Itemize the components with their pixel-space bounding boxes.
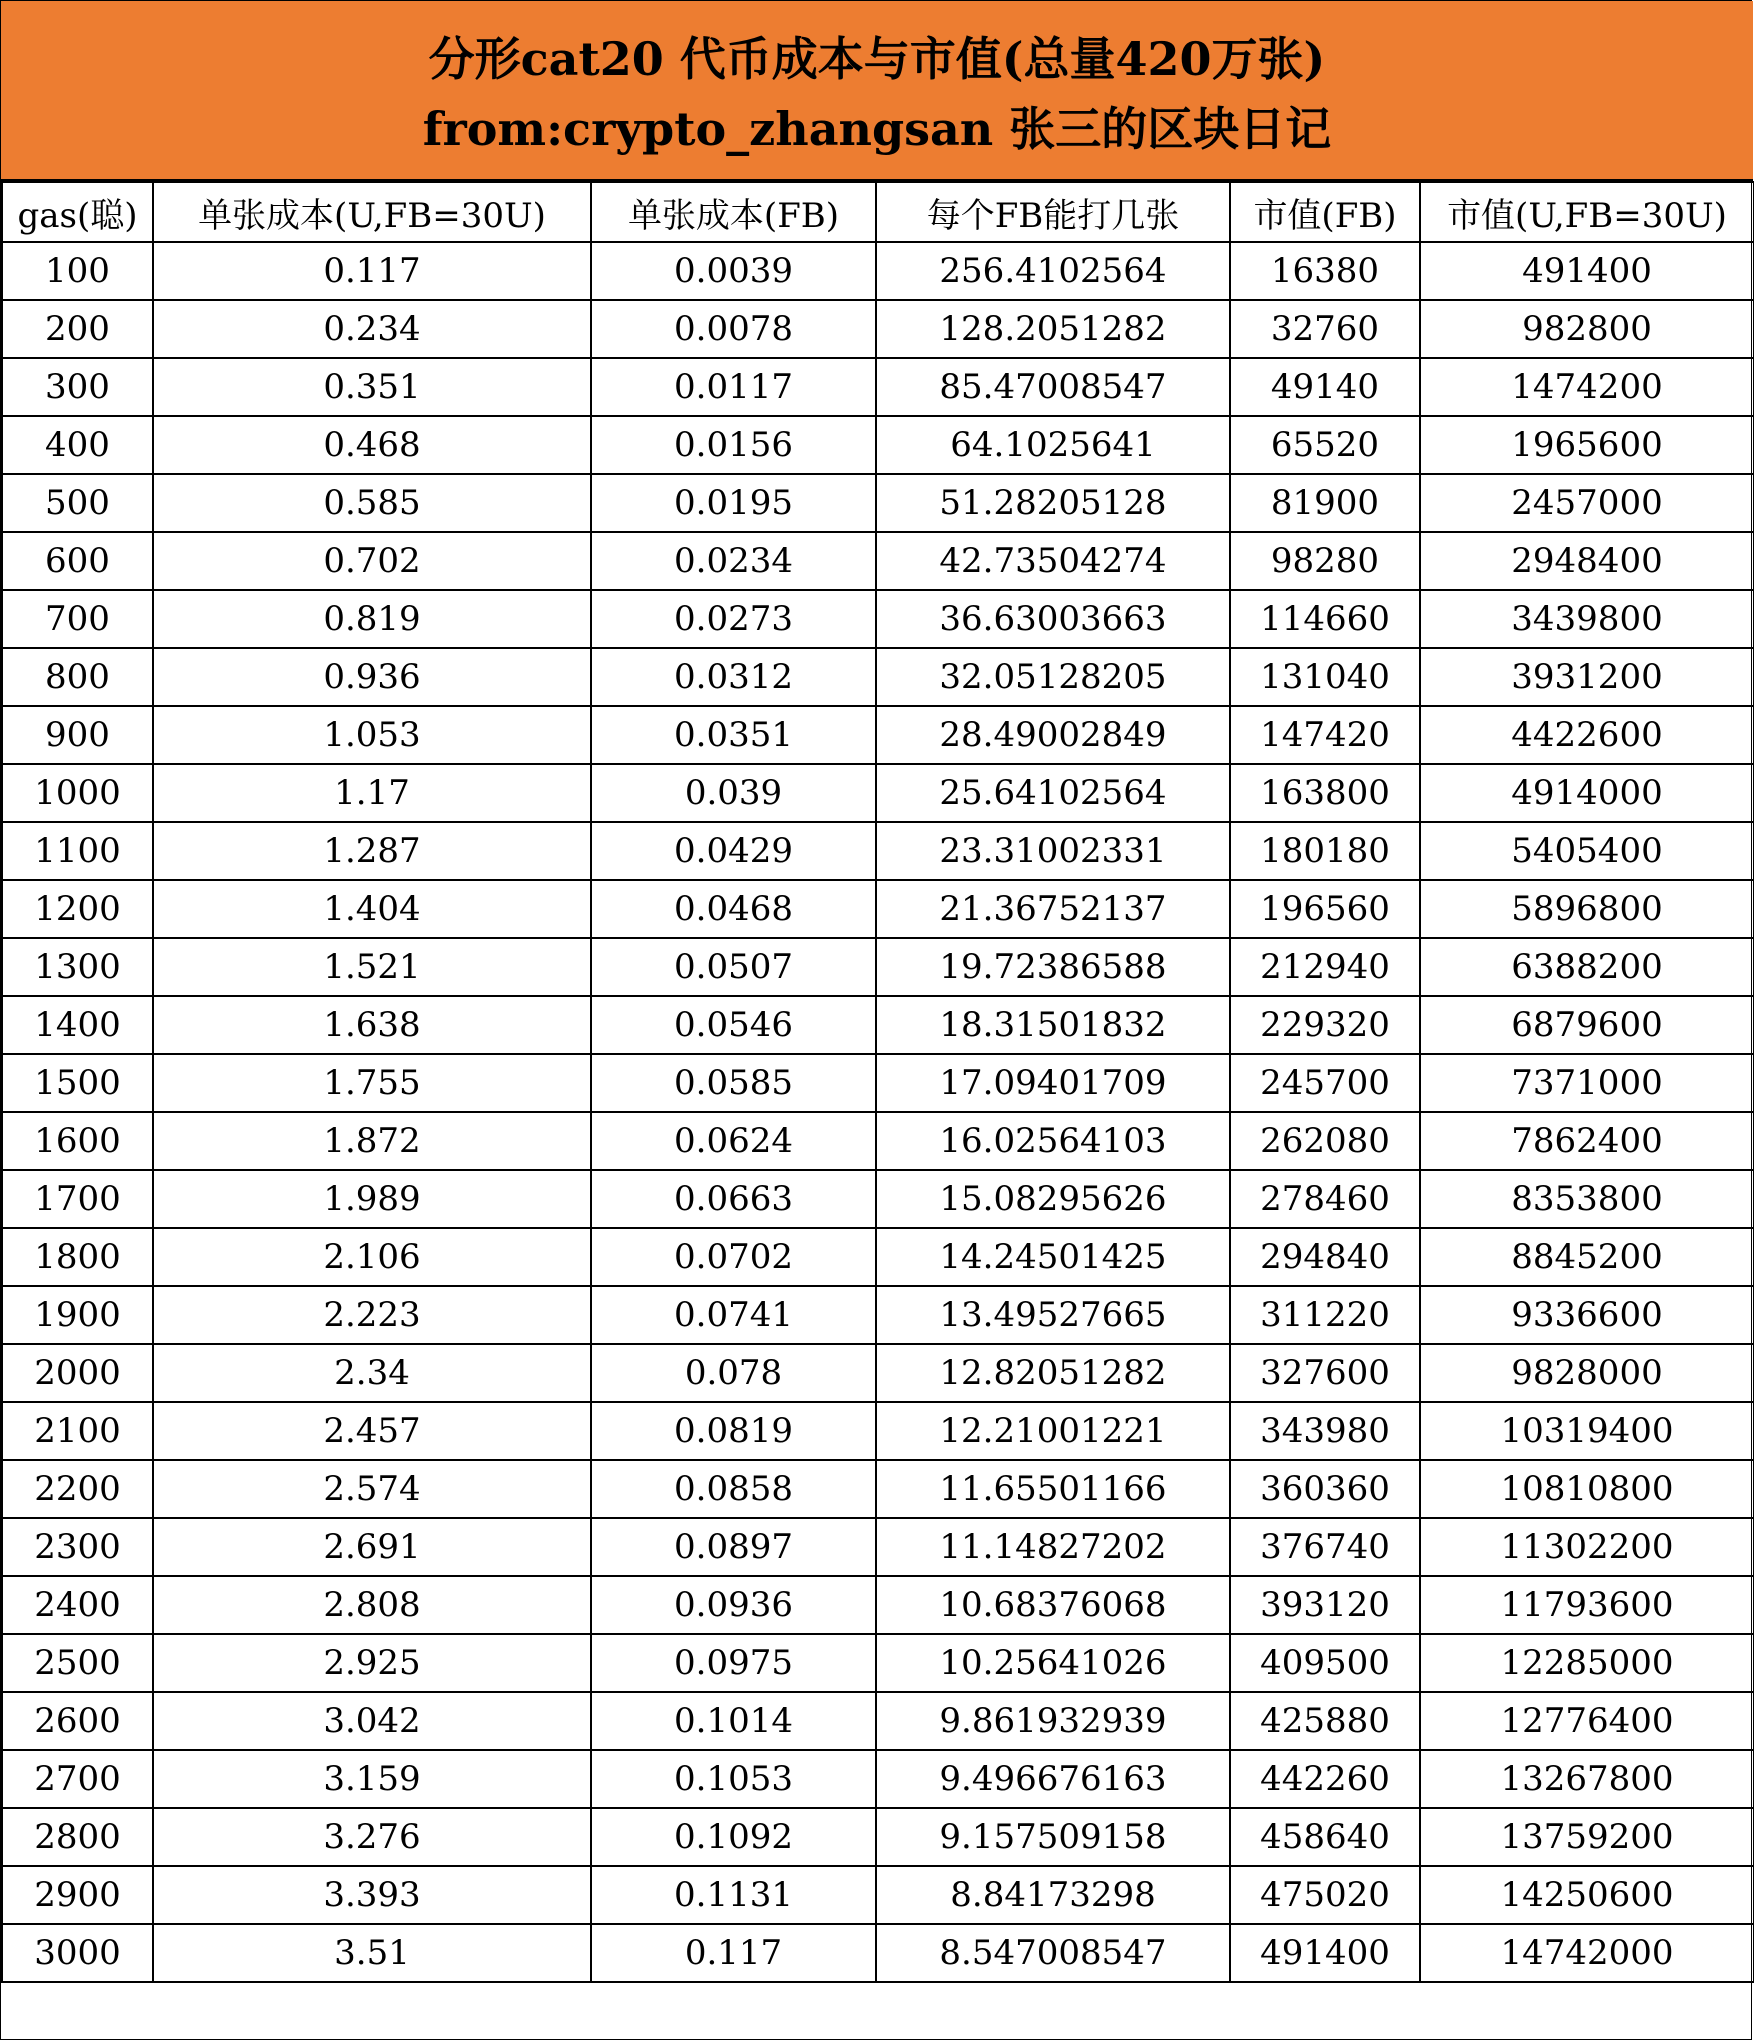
cell-market-cap-fb: 425880 (1230, 1692, 1420, 1750)
header-market-cap-usd: 市值(U,FB=30U) (1420, 182, 1754, 242)
cell-unit-cost-fb: 0.0039 (591, 242, 876, 300)
cell-market-cap-usd: 5896800 (1420, 880, 1754, 938)
header-mints-per-fb: 每个FB能打几张 (876, 182, 1230, 242)
cell-market-cap-usd: 10319400 (1420, 1402, 1754, 1460)
header-market-cap-fb: 市值(FB) (1230, 182, 1420, 242)
title-line-1: 分形cat20 代币成本与市值(总量420万张) (428, 32, 1326, 86)
cell-market-cap-usd: 3439800 (1420, 590, 1754, 648)
cell-unit-cost-fb: 0.0897 (591, 1518, 876, 1576)
cell-unit-cost-fb: 0.0429 (591, 822, 876, 880)
cell-gas: 300 (2, 358, 153, 416)
table-row (2, 1054, 1754, 1112)
cell-gas: 2200 (2, 1460, 153, 1518)
cell-mints-per-fb: 19.72386588 (876, 938, 1230, 996)
cell-mints-per-fb: 42.73504274 (876, 532, 1230, 590)
cell-mints-per-fb: 64.1025641 (876, 416, 1230, 474)
cell-market-cap-usd: 14742000 (1420, 1924, 1754, 1982)
cell-gas: 1800 (2, 1228, 153, 1286)
cell-market-cap-fb: 376740 (1230, 1518, 1420, 1576)
cell-gas: 1700 (2, 1170, 153, 1228)
cell-market-cap-usd: 1965600 (1420, 416, 1754, 474)
table-row (2, 532, 1754, 590)
cell-market-cap-fb: 475020 (1230, 1866, 1420, 1924)
cell-gas: 1400 (2, 996, 153, 1054)
cell-gas: 1100 (2, 822, 153, 880)
table-row (2, 1460, 1754, 1518)
cell-market-cap-usd: 12285000 (1420, 1634, 1754, 1692)
cell-gas: 2600 (2, 1692, 153, 1750)
cell-market-cap-fb: 229320 (1230, 996, 1420, 1054)
cell-market-cap-usd: 11302200 (1420, 1518, 1754, 1576)
cell-mints-per-fb: 9.157509158 (876, 1808, 1230, 1866)
cell-unit-cost-usd: 2.223 (153, 1286, 591, 1344)
cell-market-cap-usd: 10810800 (1420, 1460, 1754, 1518)
cell-market-cap-fb: 65520 (1230, 416, 1420, 474)
cell-unit-cost-usd: 1.17 (153, 764, 591, 822)
cell-unit-cost-usd: 2.691 (153, 1518, 591, 1576)
table-row (2, 1228, 1754, 1286)
cell-market-cap-usd: 6879600 (1420, 996, 1754, 1054)
cell-unit-cost-fb: 0.0351 (591, 706, 876, 764)
cell-gas: 1600 (2, 1112, 153, 1170)
cell-gas: 2900 (2, 1866, 153, 1924)
cell-market-cap-fb: 147420 (1230, 706, 1420, 764)
cell-gas: 2500 (2, 1634, 153, 1692)
cell-unit-cost-fb: 0.0546 (591, 996, 876, 1054)
cell-unit-cost-fb: 0.1131 (591, 1866, 876, 1924)
cell-market-cap-usd: 14250600 (1420, 1866, 1754, 1924)
cell-unit-cost-fb: 0.0702 (591, 1228, 876, 1286)
table-row (2, 1924, 1754, 1982)
table-row (2, 1576, 1754, 1634)
cell-market-cap-usd: 9336600 (1420, 1286, 1754, 1344)
cell-unit-cost-fb: 0.039 (591, 764, 876, 822)
table-row (2, 1402, 1754, 1460)
cell-market-cap-usd: 1474200 (1420, 358, 1754, 416)
cell-unit-cost-usd: 1.521 (153, 938, 591, 996)
table-row (2, 1634, 1754, 1692)
cell-market-cap-fb: 81900 (1230, 474, 1420, 532)
cell-unit-cost-fb: 0.0663 (591, 1170, 876, 1228)
table-row (2, 1808, 1754, 1866)
cell-unit-cost-usd: 0.819 (153, 590, 591, 648)
cell-unit-cost-fb: 0.0195 (591, 474, 876, 532)
cell-unit-cost-usd: 1.755 (153, 1054, 591, 1112)
cell-gas: 400 (2, 416, 153, 474)
cell-mints-per-fb: 9.496676163 (876, 1750, 1230, 1808)
cell-unit-cost-fb: 0.1053 (591, 1750, 876, 1808)
table-row (2, 996, 1754, 1054)
cell-gas: 2800 (2, 1808, 153, 1866)
cell-gas: 1900 (2, 1286, 153, 1344)
cell-mints-per-fb: 16.02564103 (876, 1112, 1230, 1170)
cell-gas: 2100 (2, 1402, 153, 1460)
cell-market-cap-fb: 491400 (1230, 1924, 1420, 1982)
cell-market-cap-usd: 7862400 (1420, 1112, 1754, 1170)
cell-gas: 1000 (2, 764, 153, 822)
cell-market-cap-usd: 12776400 (1420, 1692, 1754, 1750)
cell-mints-per-fb: 21.36752137 (876, 880, 1230, 938)
cell-mints-per-fb: 25.64102564 (876, 764, 1230, 822)
cell-gas: 2700 (2, 1750, 153, 1808)
cell-market-cap-fb: 409500 (1230, 1634, 1420, 1692)
table-row (2, 590, 1754, 648)
table-body (2, 242, 1754, 1982)
cell-mints-per-fb: 128.2051282 (876, 300, 1230, 358)
header-gas: gas(聪) (2, 182, 153, 242)
cell-mints-per-fb: 10.68376068 (876, 1576, 1230, 1634)
cell-unit-cost-fb: 0.078 (591, 1344, 876, 1402)
cell-unit-cost-fb: 0.0234 (591, 532, 876, 590)
cell-gas: 900 (2, 706, 153, 764)
cell-unit-cost-usd: 1.989 (153, 1170, 591, 1228)
cell-gas: 1500 (2, 1054, 153, 1112)
header-unit-cost-usd: 单张成本(U,FB=30U) (153, 182, 591, 242)
cell-unit-cost-fb: 0.0273 (591, 590, 876, 648)
cell-mints-per-fb: 12.82051282 (876, 1344, 1230, 1402)
cell-unit-cost-usd: 2.457 (153, 1402, 591, 1460)
cell-unit-cost-fb: 0.0819 (591, 1402, 876, 1460)
table-row (2, 1866, 1754, 1924)
table-row (2, 474, 1754, 532)
cell-mints-per-fb: 12.21001221 (876, 1402, 1230, 1460)
cell-market-cap-fb: 360360 (1230, 1460, 1420, 1518)
title-line-2: from:crypto_zhangsan 张三的区块日记 (422, 102, 1332, 156)
cell-unit-cost-usd: 3.393 (153, 1866, 591, 1924)
cell-mints-per-fb: 11.65501166 (876, 1460, 1230, 1518)
cell-market-cap-usd: 3931200 (1420, 648, 1754, 706)
cell-market-cap-fb: 114660 (1230, 590, 1420, 648)
cell-unit-cost-usd: 3.276 (153, 1808, 591, 1866)
cell-mints-per-fb: 11.14827202 (876, 1518, 1230, 1576)
cell-market-cap-fb: 180180 (1230, 822, 1420, 880)
table-row (2, 1692, 1754, 1750)
cell-mints-per-fb: 36.63003663 (876, 590, 1230, 648)
cell-market-cap-fb: 294840 (1230, 1228, 1420, 1286)
cell-gas: 500 (2, 474, 153, 532)
table-row (2, 300, 1754, 358)
cell-market-cap-fb: 49140 (1230, 358, 1420, 416)
cell-market-cap-fb: 343980 (1230, 1402, 1420, 1460)
cell-unit-cost-fb: 0.0858 (591, 1460, 876, 1518)
cell-market-cap-usd: 8845200 (1420, 1228, 1754, 1286)
table-row (2, 822, 1754, 880)
cell-market-cap-fb: 245700 (1230, 1054, 1420, 1112)
cell-gas: 700 (2, 590, 153, 648)
cell-market-cap-fb: 442260 (1230, 1750, 1420, 1808)
cell-unit-cost-fb: 0.1014 (591, 1692, 876, 1750)
table-row (2, 416, 1754, 474)
cell-mints-per-fb: 13.49527665 (876, 1286, 1230, 1344)
table-row (2, 1518, 1754, 1576)
cell-market-cap-fb: 262080 (1230, 1112, 1420, 1170)
cell-market-cap-usd: 2457000 (1420, 474, 1754, 532)
cell-unit-cost-usd: 0.117 (153, 242, 591, 300)
cell-unit-cost-fb: 0.0936 (591, 1576, 876, 1634)
cell-unit-cost-fb: 0.0156 (591, 416, 876, 474)
table-row (2, 706, 1754, 764)
cell-market-cap-fb: 393120 (1230, 1576, 1420, 1634)
table-row (2, 242, 1754, 300)
cell-unit-cost-fb: 0.1092 (591, 1808, 876, 1866)
cell-unit-cost-usd: 0.468 (153, 416, 591, 474)
cell-gas: 600 (2, 532, 153, 590)
cell-mints-per-fb: 23.31002331 (876, 822, 1230, 880)
table-row (2, 358, 1754, 416)
cell-mints-per-fb: 28.49002849 (876, 706, 1230, 764)
cell-unit-cost-usd: 2.925 (153, 1634, 591, 1692)
header-unit-cost-fb: 单张成本(FB) (591, 182, 876, 242)
cell-unit-cost-fb: 0.0468 (591, 880, 876, 938)
cost-market-cap-table (1, 181, 1754, 1983)
cell-unit-cost-fb: 0.117 (591, 1924, 876, 1982)
cell-market-cap-usd: 11793600 (1420, 1576, 1754, 1634)
cell-unit-cost-usd: 1.053 (153, 706, 591, 764)
cell-market-cap-usd: 491400 (1420, 242, 1754, 300)
cell-market-cap-usd: 5405400 (1420, 822, 1754, 880)
cell-mints-per-fb: 9.861932939 (876, 1692, 1230, 1750)
cell-market-cap-fb: 278460 (1230, 1170, 1420, 1228)
cell-market-cap-usd: 8353800 (1420, 1170, 1754, 1228)
cell-market-cap-usd: 2948400 (1420, 532, 1754, 590)
cell-market-cap-usd: 4422600 (1420, 706, 1754, 764)
cell-unit-cost-usd: 1.404 (153, 880, 591, 938)
cell-unit-cost-usd: 3.042 (153, 1692, 591, 1750)
cell-unit-cost-fb: 0.0975 (591, 1634, 876, 1692)
cell-unit-cost-fb: 0.0078 (591, 300, 876, 358)
cell-market-cap-usd: 9828000 (1420, 1344, 1754, 1402)
cell-gas: 2400 (2, 1576, 153, 1634)
table-row (2, 1112, 1754, 1170)
cell-market-cap-usd: 7371000 (1420, 1054, 1754, 1112)
cell-unit-cost-usd: 0.702 (153, 532, 591, 590)
cell-mints-per-fb: 256.4102564 (876, 242, 1230, 300)
cell-gas: 100 (2, 242, 153, 300)
cell-unit-cost-fb: 0.0585 (591, 1054, 876, 1112)
cell-market-cap-fb: 131040 (1230, 648, 1420, 706)
cell-mints-per-fb: 15.08295626 (876, 1170, 1230, 1228)
cell-unit-cost-fb: 0.0624 (591, 1112, 876, 1170)
table-row (2, 1750, 1754, 1808)
cell-unit-cost-fb: 0.0507 (591, 938, 876, 996)
cell-unit-cost-usd: 2.574 (153, 1460, 591, 1518)
cell-mints-per-fb: 51.28205128 (876, 474, 1230, 532)
cell-mints-per-fb: 18.31501832 (876, 996, 1230, 1054)
cell-gas: 3000 (2, 1924, 153, 1982)
cell-gas: 2300 (2, 1518, 153, 1576)
cell-market-cap-fb: 327600 (1230, 1344, 1420, 1402)
cell-market-cap-fb: 212940 (1230, 938, 1420, 996)
title-banner (1, 1, 1753, 181)
cell-unit-cost-usd: 0.936 (153, 648, 591, 706)
cell-gas: 200 (2, 300, 153, 358)
cell-market-cap-fb: 32760 (1230, 300, 1420, 358)
cell-market-cap-fb: 98280 (1230, 532, 1420, 590)
cell-unit-cost-fb: 0.0312 (591, 648, 876, 706)
cell-unit-cost-usd: 1.638 (153, 996, 591, 1054)
cell-gas: 2000 (2, 1344, 153, 1402)
cell-mints-per-fb: 17.09401709 (876, 1054, 1230, 1112)
table-row (2, 648, 1754, 706)
cell-mints-per-fb: 10.25641026 (876, 1634, 1230, 1692)
cell-mints-per-fb: 8.547008547 (876, 1924, 1230, 1982)
cell-mints-per-fb: 14.24501425 (876, 1228, 1230, 1286)
cell-market-cap-usd: 4914000 (1420, 764, 1754, 822)
cell-unit-cost-usd: 0.585 (153, 474, 591, 532)
table-row (2, 880, 1754, 938)
cell-unit-cost-usd: 1.872 (153, 1112, 591, 1170)
cell-market-cap-fb: 311220 (1230, 1286, 1420, 1344)
header-row (2, 182, 1754, 242)
cell-unit-cost-usd: 1.287 (153, 822, 591, 880)
table-row (2, 1344, 1754, 1402)
cell-market-cap-usd: 6388200 (1420, 938, 1754, 996)
cell-mints-per-fb: 85.47008547 (876, 358, 1230, 416)
cell-market-cap-fb: 163800 (1230, 764, 1420, 822)
table-row (2, 938, 1754, 996)
table-row (2, 1286, 1754, 1344)
cell-gas: 1300 (2, 938, 153, 996)
cell-unit-cost-fb: 0.0741 (591, 1286, 876, 1344)
cell-market-cap-fb: 16380 (1230, 242, 1420, 300)
cell-mints-per-fb: 8.84173298 (876, 1866, 1230, 1924)
cell-unit-cost-usd: 0.351 (153, 358, 591, 416)
cell-gas: 800 (2, 648, 153, 706)
cell-market-cap-usd: 13759200 (1420, 1808, 1754, 1866)
cell-unit-cost-usd: 3.159 (153, 1750, 591, 1808)
cell-unit-cost-usd: 2.808 (153, 1576, 591, 1634)
cell-unit-cost-usd: 2.34 (153, 1344, 591, 1402)
cell-mints-per-fb: 32.05128205 (876, 648, 1230, 706)
cell-unit-cost-usd: 2.106 (153, 1228, 591, 1286)
table-row (2, 764, 1754, 822)
cell-market-cap-usd: 982800 (1420, 300, 1754, 358)
cell-market-cap-usd: 13267800 (1420, 1750, 1754, 1808)
cell-market-cap-fb: 196560 (1230, 880, 1420, 938)
cell-unit-cost-usd: 0.234 (153, 300, 591, 358)
cell-unit-cost-fb: 0.0117 (591, 358, 876, 416)
cell-unit-cost-usd: 3.51 (153, 1924, 591, 1982)
table-row (2, 1170, 1754, 1228)
cell-gas: 1200 (2, 880, 153, 938)
cell-market-cap-fb: 458640 (1230, 1808, 1420, 1866)
